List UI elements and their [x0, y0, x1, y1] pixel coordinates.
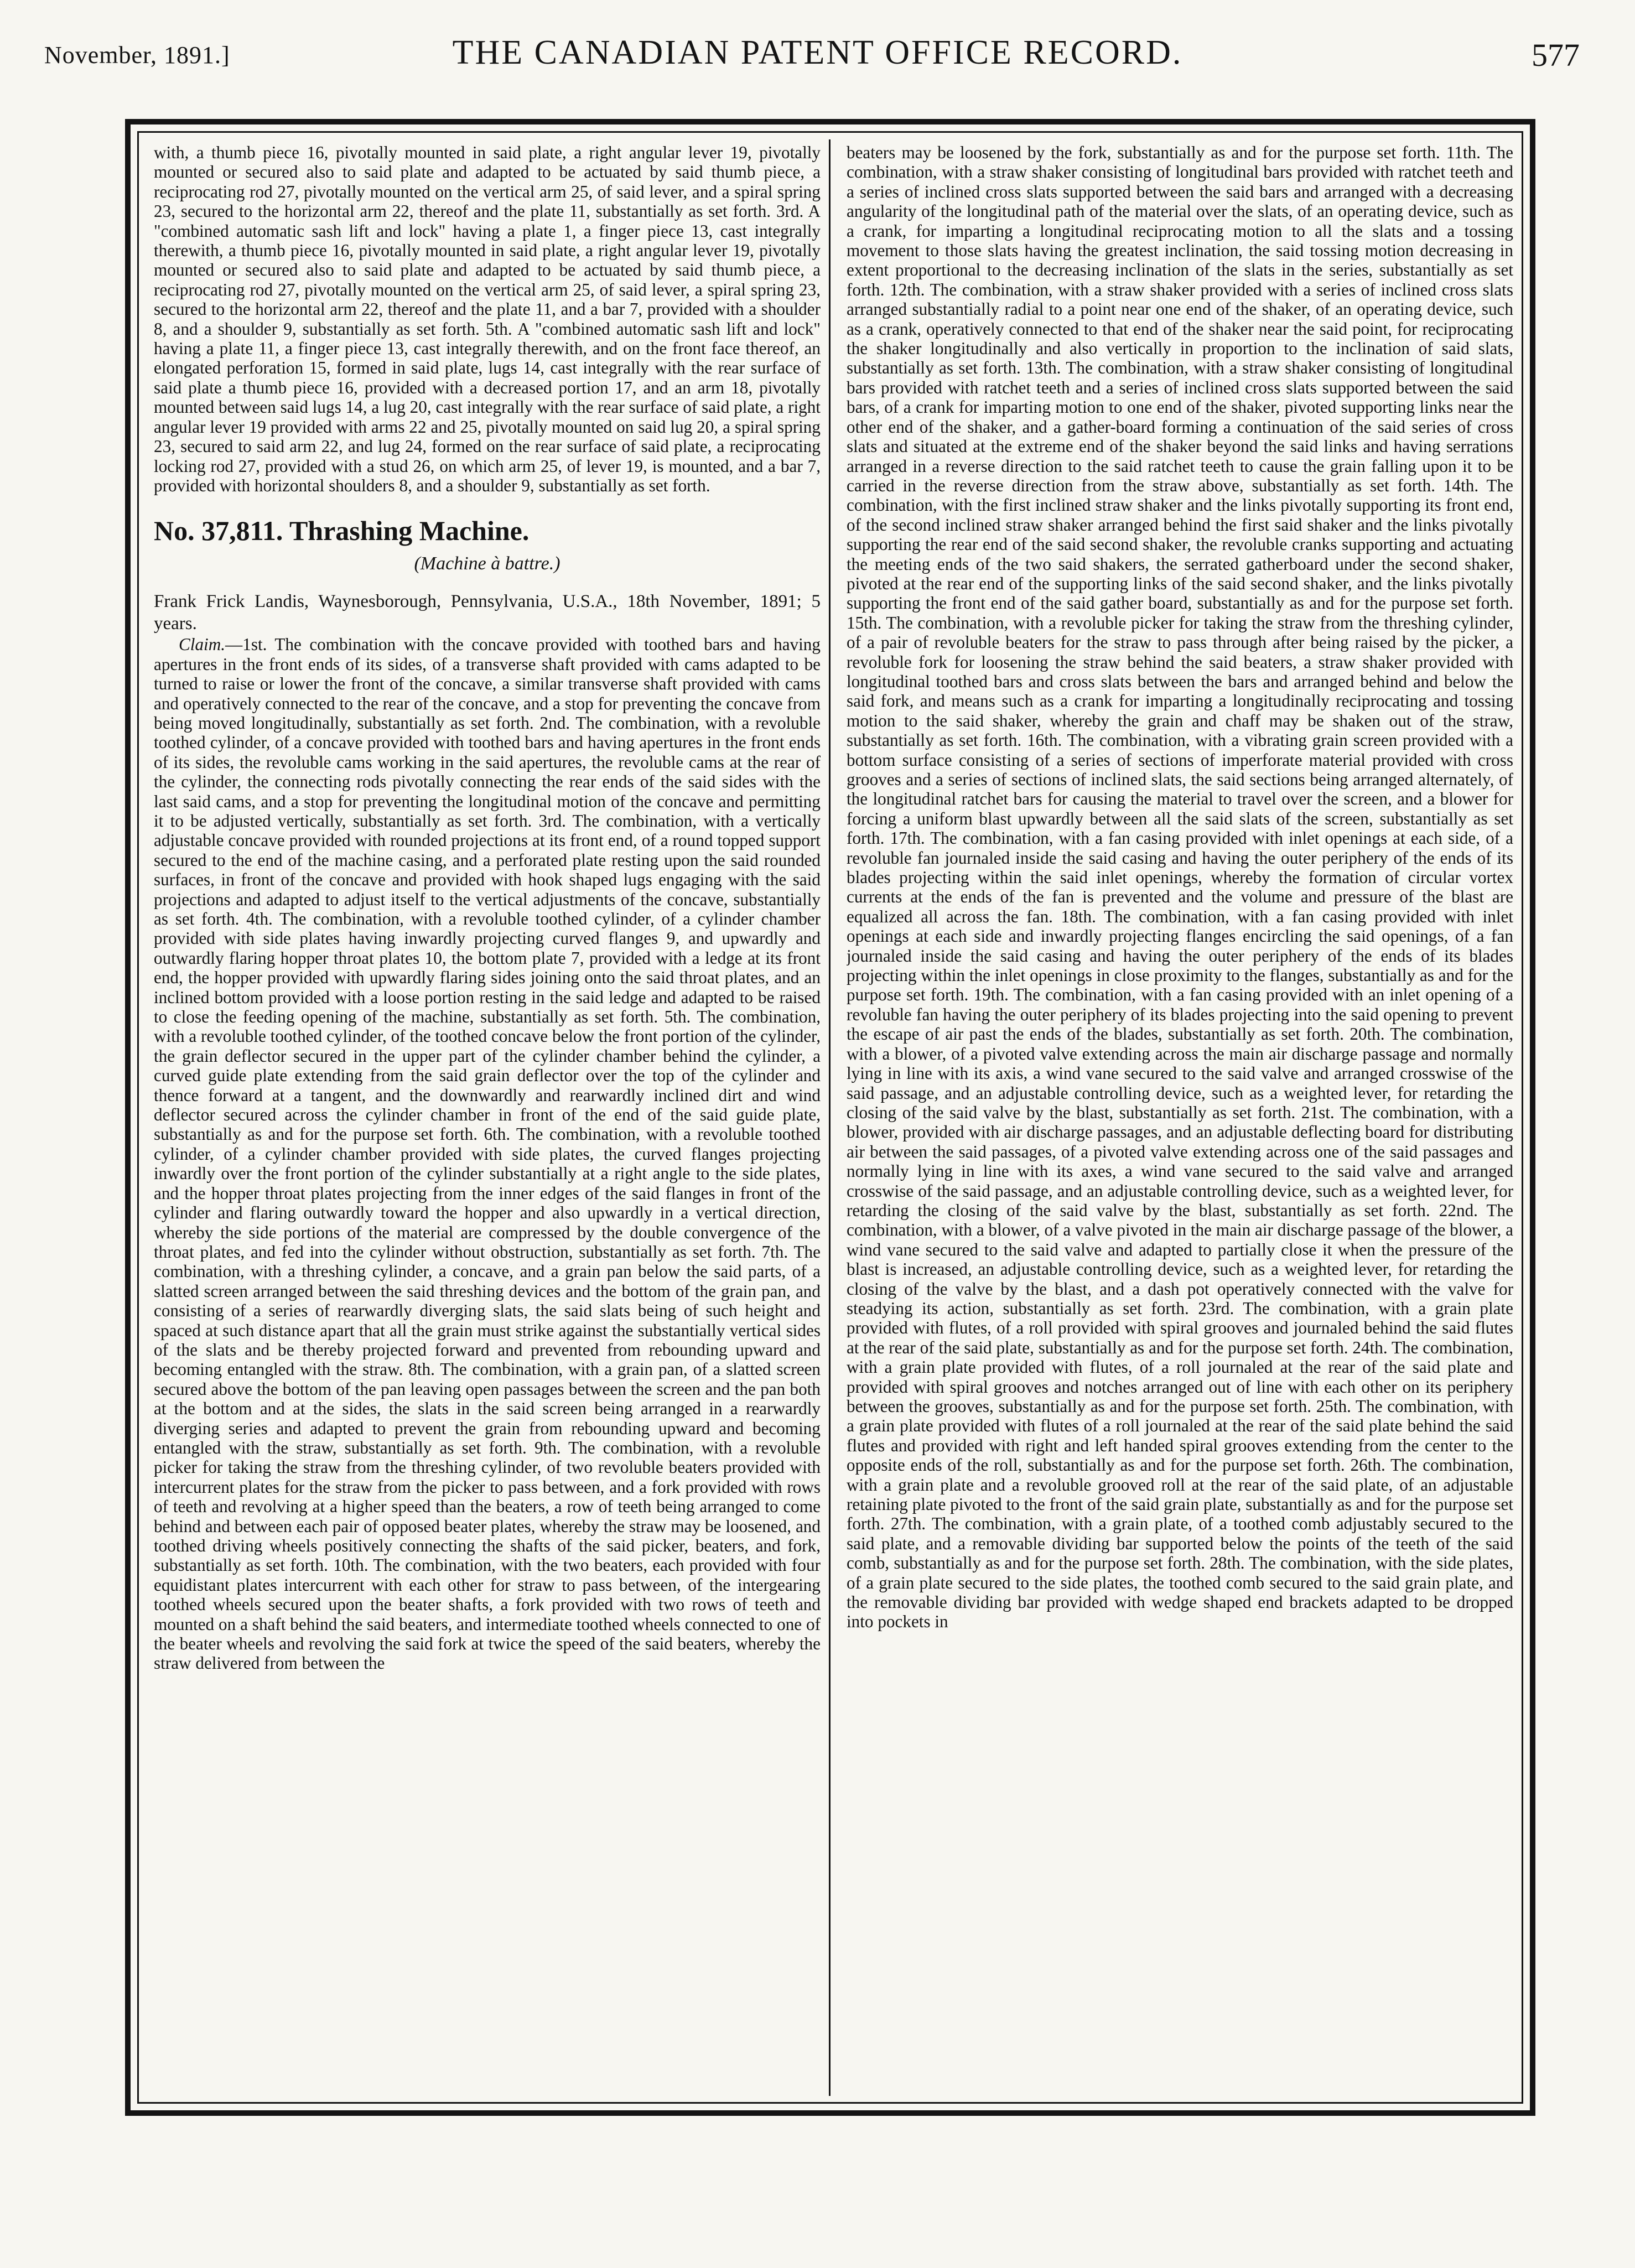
claims-paragraph: [154, 635, 821, 1673]
patent-heading: No. 37,811. Thrashing Machine.: [154, 515, 530, 547]
right-column-text: beaters may be loosened by the fork, substantially as and for the purpose set forth. 11th. The combination, with a straw shaker consisting of longitudinal bars provided with ratchet teeth and a series of inclined cross slats supported between the said bars and arranged with a decreasing angularity of the longitudinal path of the material over the slats, of an operating device, such as a crank, for imparting a longitudinal reciprocating motion to all the slats and a tossing movement to those slats having the greatest inclination, the said tossing motion decreasing in extent proportional to the decreasing inclination of the slats in the series, substantially as set forth. 12th. The combination, with a straw shaker provided with a series of inclined cross slats arranged substantially radial to a point near one end of the shaker, of an operating device, such as a crank, operatively connected to that end of the shaker near the said point, for reciprocating the shaker longitudinally and also vertically in proportion to the inclination of said slats, substantially as set forth. 13th. The combination, with a straw shaker consisting of longitudinal bars provided with ratchet teeth and a series of inclined cross slats supported between the said bars, of a crank for imparting motion to one end of the shaker, pivoted supporting links near the other end of the shaker, and a gather-board forming a continuation of the said series of cross slats and situated at the extreme end of the shaker beyond the said links and having serrations arranged in a reverse direction to the said ratchet teeth to cause the grain falling upon it to be carried in the reverse direction from the straw above, substantially as set forth. 14th. The combination, with the first inclined straw shaker and the links pivotally supporting its front end, of the second inclined straw shaker arranged behind the first said shaker and the links pivotally supporting the rear end of the said second shaker, the revoluble cranks supporting and actuating the meeting ends of the two said shakers, the serrated gatherboard under the second shaker, pivoted at the rear end of the supporting links of the said second shaker, and the links pivotally supporting the front end of the said gather board, substantially as and for the purpose set forth. 15th. The combination, with a revoluble picker for taking the straw from the threshing cylinder, of a pair of revoluble beaters for the straw to pass through after being raised by the picker, a revoluble fork for loosening the straw behind the said beaters, a straw shaker provided with longitudinal toothed bars and cross slats between the bars and arranged behind and below the said fork, and means such as a crank for imparting a longitudinally reciprocating and tossing motion to the said shaker, whereby the grain and chaff may be shaken out of the straw, substantially as set forth. 16th. The combination, with a vibrating grain screen provided with a bottom surface consisting of a series of sections of imperforate material provided with cross grooves and a series of sections of inclined slats, the said sections being arranged alternately, of the longitudinal ratchet bars for causing the material to travel over the screen, and a blower for forcing a uniform blast upwardly between all the said slats of the screen, substantially as set forth. 17th. The combination, with a fan casing provided with inlet openings at each side, of a revoluble fan journaled inside the said casing and having the outer periphery of the ends of its blades projecting within the said inlet openings, whereby the formation of circular vortex currents at the ends of the fan is prevented and the volume and pressure of the blast are equalized all across the fan. 18th. The combination, with a fan casing provided with inlet openings at each side and inwardly projecting flanges encircling the said openings, of a fan journaled inside the said casing and having the outer periphery of the ends of its blades projecting within the inlet openings in close proximity to the flanges, substantially as and for the purpose set forth. 19th. The combination, with a fan casing provided with an inlet opening of a revoluble fan having the outer periphery of its blades projecting into the said opening to prevent the escape of air past the ends of the blades, substantially as set forth. 20th. The combination, with a blower, of a pivoted valve extending across the main air discharge passage and normally lying in line with its axis, a wind vane secured to the said valve and arranged crosswise of the said passage, and an adjustable controlling device, such as a weighted lever, for retarding the closing of the said valve by the blast, substantially as set forth. 21st. The combination, with a blower, provided with air discharge passages, and an adjustable deflecting board for distributing air between the said passages, of a pivoted valve extending across one of the said passages and normally lying in line with its axes, a wind vane secured to the said valve and arranged crosswise of the said passage, and an adjustable controlling device, such as a weighted lever, for retarding the closing of the said valve by the blast, substantially as set forth. 22nd. The combination, with a blower, of a valve pivoted in the main air discharge passage of the blower, a wind vane secured to the said valve and adapted to partially close it when the pressure of the blast is increased, an adjustable controlling device, such as a weighted lever, for retarding the closing of the valve by the blast, and a dash pot operatively connected with the valve for steadying its action, substantially as set forth. 23rd. The combination, with a grain plate provided with flutes, of a roll provided with spiral grooves and journaled behind the said flutes at the rear of the said plate, substantially as and for the purpose set forth. 24th. The combination, with a grain plate provided with flutes, of a roll journaled at the rear of the said plate and provided with spiral grooves and notches arranged out of line with each other on its periphery between the grooves, substantially as and for the purpose set forth. 25th. The combination, with a grain plate provided with flutes of a roll journaled at the rear of the said plate behind the said flutes and provided with right and left handed spiral grooves extending from the center to the opposite ends of the roll, substantially as and for the purpose set forth. 26th. The combination, with a grain plate and a revoluble grooved roll at the rear of the said plate, of an adjustable retaining plate pivoted to the front of the said grain plate, substantially as and for the purpose set forth. 27th. The combination, with a grain plate, of a toothed comb adjustably secured to the said plate, and a removable dividing bar supported below the points of the teeth of the said comb, substantially as and for the purpose set forth. 28th. The combination, with the side plates, of a grain plate secured to the side plates, the toothed comb secured to the said grain plate, and the removable dividing bar provided with wedge shaped end brackets adapted to be dropped into pockets in: [847, 143, 1513, 1632]
column-divider: [829, 139, 831, 2096]
issue-date: November, 1891.]: [44, 41, 230, 69]
page-number: 577: [1532, 37, 1580, 73]
continued-claims-text: with, a thumb piece 16, pivotally mounted in said plate, a right angular lever 19, pivotally mounted or secured also to said plate and adapted to be actuated by said thumb piece, a reciprocating rod 27, pivotally mounted on the vertical arm 25, of said lever, and a spiral spring 23, secured to the horizontal arm 22, thereof and the plate 11, substantially as set forth. 3rd. A "combined automatic sash lift and lock" having a plate 1, a finger piece 13, cast integrally therewith, a thumb piece 16, pivotally mounted in said plate, a right angular lever 19, pivotally mounted or secured also to said plate and adapted to be actuated by said thumb piece, a reciprocating rod 27, pivotally mounted on the vertical arm 25, of said lever, a spiral spring 23, secured to the horizontal arm 22, thereof and the plate 11, and a bar 7, provided with a shoulder 8, and a shoulder 9, substantially as set forth. 5th. A "combined automatic sash lift and lock" having a plate 11, a finger piece 13, cast integrally therewith, and on the front face thereof, an elongated perforation 15, formed in said plate, lugs 14, cast integrally with the rear surface of said plate a thumb piece 16, provided with a decreased portion 17, and an arm 18, pivotally mounted between said lugs 14, a lug 20, cast integrally with the rear surface of said plate, a right angular lever 19 provided with arms 22 and 25, pivotally mounted on said lug 20, a spiral spring 23, secured to said arm 22, and lug 24, formed on the rear surface of said plate, a reciprocating locking rod 27, provided with a stud 26, on which arm 25, of lever 19, is mounted, and a bar 7, provided with horizontal shoulders 8, and a shoulder 9, substantially as set forth.: [154, 143, 821, 495]
right-column: [847, 143, 1513, 2090]
running-head: [0, 33, 1635, 83]
publication-title: THE CANADIAN PATENT OFFICE RECORD.: [452, 34, 1183, 71]
patent-french-title: (Machine à battre.): [414, 553, 560, 574]
left-column: [154, 143, 821, 2090]
inventor-line: Frank Frick Landis, Waynesborough, Pennsylvania, U.S.A., 18th November, 1891; 5 years.: [154, 591, 821, 634]
claim-text: —1st. The combination with the concave provided with toothed bars and having apertures in the front ends of its sides, of a transverse shaft provided with cams adapted to be turned to raise or lower the front of the concave, a similar transverse shaft provided with cams and operatively connected to the rear of the concave, and a stop for preventing the concave from being moved longitudinally, substantially as set forth. 2nd. The combination, with a revoluble toothed cylinder, of a concave provided with toothed bars and having apertures in the front ends of its sides, the revoluble cams working in the said apertures, the revoluble cams at the rear of the cylinder, the connecting rods pivotally connecting the rear ends of the said sides with the last said cams, and a stop for preventing the longitudinal motion of the concave and permitting it to be adjusted vertically, substantially as set forth. 3rd. The combination, with a vertically adjustable concave provided with rounded projections at its front end, of a round topped support secured to the end of the machine casing, and a perforated plate resting upon the said rounded surfaces, in front of the concave and provided with hook shaped lugs engaging with the said projections and adapted to adjust itself to the vertical adjustments of the concave, substantially as set forth. 4th. The combination, with a revoluble toothed cylinder, of a cylinder chamber provided with side plates having inwardly projecting curved flanges 9, and upwardly and outwardly flaring hopper throat plates 10, the bottom plate 7, provided with a ledge at its front end, the hopper provided with upwardly flaring sides joining onto the said throat plates, and an inclined bottom provided with a loose portion resting in the said ledge and adapted to be raised to close the feeding opening of the machine, substantially as set forth. 5th. The combination, with a revoluble toothed cylinder, of the toothed concave below the front portion of the cylinder, the grain deflector secured in the upper part of the cylinder chamber behind the cylinder, a curved guide plate extending from the said grain deflector over the top of the cylinder and thence forward at a tangent, and the downwardly and rearwardly inclined dirt and wind deflector secured across the cylinder chamber in front of the end of the said guide plate, substantially as and for the purpose set forth. 6th. The combination, with a revoluble toothed cylinder, of a cylinder chamber provided with side plates, the curved flanges projecting inwardly over the front portion of the cylinder substantially at a right angle to the side plates, and the hopper throat plates projecting from the inner edges of the said flanges in front of the cylinder and flaring outwardly toward the hopper and also upwardly in a vertical direction, whereby the side portions of the material are compressed by the double convergence of the throat plates, and fed into the cylinder without obstruction, substantially as set forth. 7th. The combination, with a threshing cylinder, a concave, and a grain pan below the said parts, of a slatted screen arranged between the said threshing devices and the bottom of the grain pan, and consisting of a series of rearwardly diverging slats, the said slats being of such height and spaced at such distance apart that all the grain must strike against the substantially vertical sides of the slats and be thereby projected forward and prevented from rebounding upward and becoming entangled with the straw. 8th. The combination, with a grain pan, of a slatted screen secured above the bottom of the pan leaving open passages between the screen and the pan both at the bottom and at the sides, the slats in the said screen being arranged in a rearwardly diverging series and adapted to prevent the grain from rebounding upward and becoming entangled with the straw, substantially as set forth. 9th. The combination, with a revoluble picker for taking the straw from the threshing cylinder, of two revoluble beaters provided with intercurrent plates for the straw from the picker to pass between, and a fork provided with rows of teeth and revolving at a higher speed than the beaters, a row of teeth being arranged to come behind and between each pair of opposed beater plates, whereby the straw may be loosened, and toothed driving wheels positively connecting the shafts of the said picker, beaters, and fork, substantially as set forth. 10th. The combination, with the two beaters, each provided with four equidistant plates intercurrent with each other for straw to pass between, of the intergearing toothed wheels secured upon the beater shafts, a fork provided with two rows of teeth and mounted on a shaft behind the said beaters, and intermediate toothed wheels connected to one of the beater wheels and revolving the said fork at twice the speed of the said beaters, whereby the straw delivered from between the: [154, 635, 821, 1673]
claim-label: Claim.: [179, 635, 226, 655]
